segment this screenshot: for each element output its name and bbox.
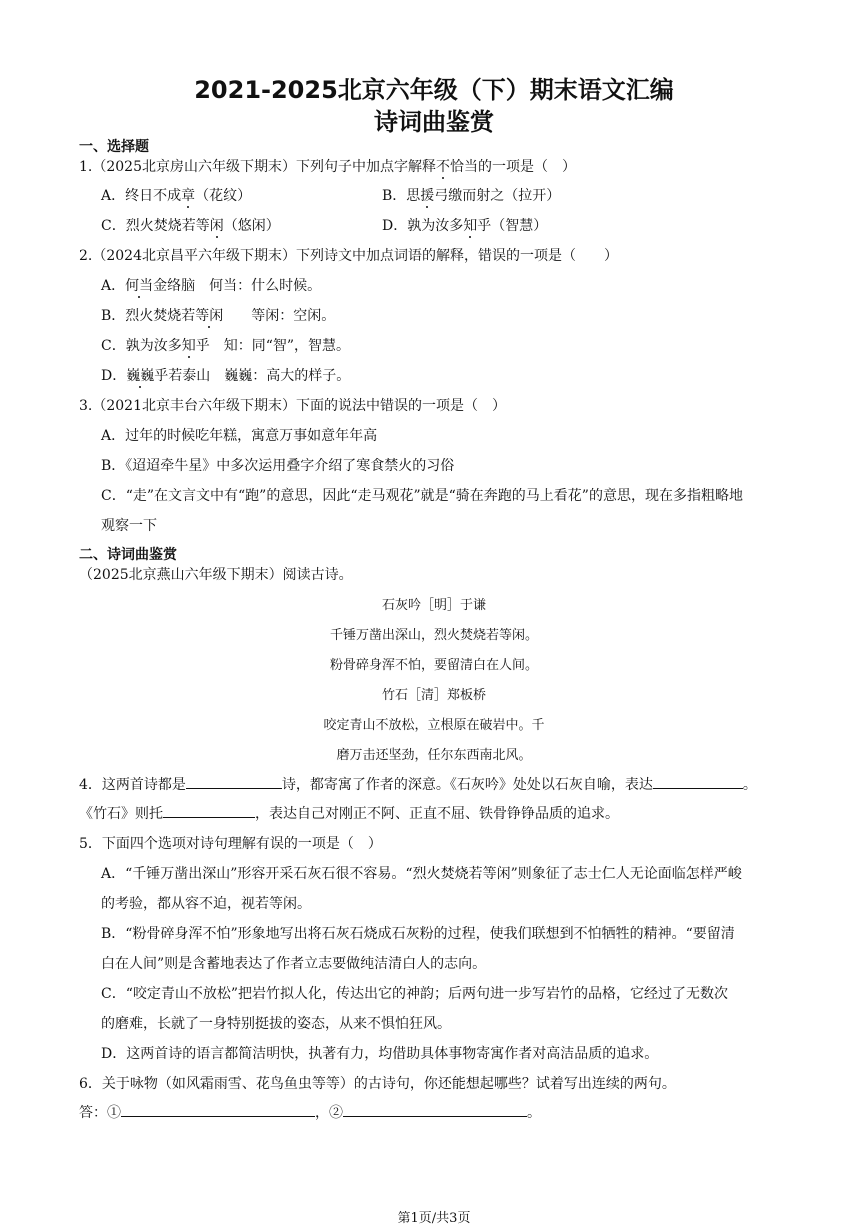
question-2-option-d: D．巍巍乎若泰山 巍巍：高大的样子。 — [101, 368, 351, 384]
question-2-option-a: A．何当金络脑 何当：什么时候。 — [101, 278, 322, 294]
poem-2-title: 竹石［清］郑板桥 — [381, 688, 486, 703]
poem-2-line-2: 磨万击还坚劲，任尔东西南北风。 — [336, 748, 532, 763]
question-5-option-b-line2: 白在人间”则是含蓄地表达了作者立志要做纯洁清白人的志向。 — [101, 956, 487, 972]
answer-blank[interactable] — [653, 776, 743, 789]
poem-2-line-1: 咬定青山不放松，立根原在破岩中。千 — [323, 718, 545, 733]
section-heading-poetry: 二、诗词曲鉴赏 — [79, 547, 177, 563]
document-subtitle: 诗词曲鉴赏 — [374, 108, 494, 136]
section-heading-choice: 一、选择题 — [79, 139, 149, 155]
question-1-option-d: D．孰为汝多知乎（智慧） — [382, 218, 548, 234]
page-number: 第1页/共3页 — [397, 1211, 471, 1226]
question-5-option-b-line1: B．“粉骨碎身浑不怕”形象地写出将石灰石烧成石灰粉的过程，使我们联想到不怕牺牲的精神。“要留清 — [101, 926, 735, 942]
answer-blank[interactable] — [343, 1104, 527, 1117]
question-2-stem: 2.（2024北京昌平六年级下期末）下列诗文中加点词语的解释，错误的一项是（ ） — [79, 248, 618, 264]
question-5-option-a-line2: 的考验，都从容不迫，视若等闲。 — [101, 896, 311, 912]
poem-1-title: 石灰吟［明］于谦 — [381, 598, 486, 613]
question-5-option-c-line2: 的磨难，长就了一身特别挺拔的姿态，从来不惧怕狂风。 — [101, 1016, 451, 1032]
poem-1-line-1: 千锤万凿出深山，烈火焚烧若等闲。 — [329, 628, 538, 643]
question-1-stem: 1.（2025北京房山六年级下期末）下列句子中加点字解释不恰当的一项是（ ） — [79, 159, 576, 175]
poem-1-line-2: 粉骨碎身浑不怕，要留清白在人间。 — [329, 658, 538, 673]
answer-blank[interactable] — [121, 1104, 315, 1117]
question-3-option-c-line2: 观察一下 — [101, 518, 157, 534]
question-3-option-b: B．《迢迢牵牛星》中多次运用叠字介绍了寒食禁火的习俗 — [101, 458, 455, 474]
question-1-option-a: A．终日不成章（花纹） — [101, 188, 252, 204]
reading-intro: （2025北京燕山六年级下期末）阅读古诗。 — [79, 567, 353, 583]
document-title: 2021-2025北京六年级（下）期末语文汇编 — [194, 76, 674, 104]
question-6-stem: 6．关于咏物（如风霜雨雪、花鸟鱼虫等等）的古诗句，你还能想起哪些？试着写出连续的两句。 — [79, 1076, 676, 1092]
question-3-option-a: A．过年的时候吃年糕，寓意万事如意年年高 — [101, 428, 378, 444]
answer-blank[interactable] — [186, 776, 282, 789]
question-2-option-c: C．孰为汝多知乎 知：同“智”，智慧。 — [101, 338, 351, 354]
question-4-line1: 4．这两首诗都是 诗，都寄寓了作者的深意。《石灰吟》处处以石灰自喻，表达 。 — [79, 777, 757, 793]
question-6-answer: 答：① ，② 。 — [79, 1105, 541, 1121]
question-5-stem: 5．下面四个选项对诗句理解有误的一项是（ ） — [79, 836, 382, 852]
question-3-option-c-line1: C．“走”在文言文中有“跑”的意思，因此“走马观花”就是“骑在奔跑的马上看花”的意思，现在多指粗略地 — [101, 488, 743, 504]
answer-blank[interactable] — [163, 805, 255, 818]
question-3-stem: 3.（2021北京丰台六年级下期末）下面的说法中错误的一项是（ ） — [79, 398, 506, 414]
question-5-option-a-line1: A．“千锤万凿出深山”形容开采石灰石很不容易。“烈火焚烧若等闲”则象征了志士仁人无论面临怎样严峻 — [101, 866, 742, 882]
question-1-option-b: B．思援弓缴而射之（拉开） — [382, 188, 561, 204]
question-2-option-b: B．烈火焚烧若等闲 等闲：空闲。 — [101, 308, 336, 324]
question-4-line2: 《竹石》则托 ，表达自己对刚正不阿、正直不屈、铁骨铮铮品质的追求。 — [79, 806, 619, 822]
question-5-option-c-line1: C．“咬定青山不放松”把岩竹拟人化，传达出它的神韵；后两句进一步写岩竹的品格，它经过了无数次 — [101, 986, 729, 1002]
question-5-option-d: D．这两首诗的语言都简洁明快，执著有力，均借助具体事物寄寓作者对高洁品质的追求。 — [101, 1046, 659, 1062]
question-1-option-c: C．烈火焚烧若等闲（悠闲） — [101, 218, 280, 234]
